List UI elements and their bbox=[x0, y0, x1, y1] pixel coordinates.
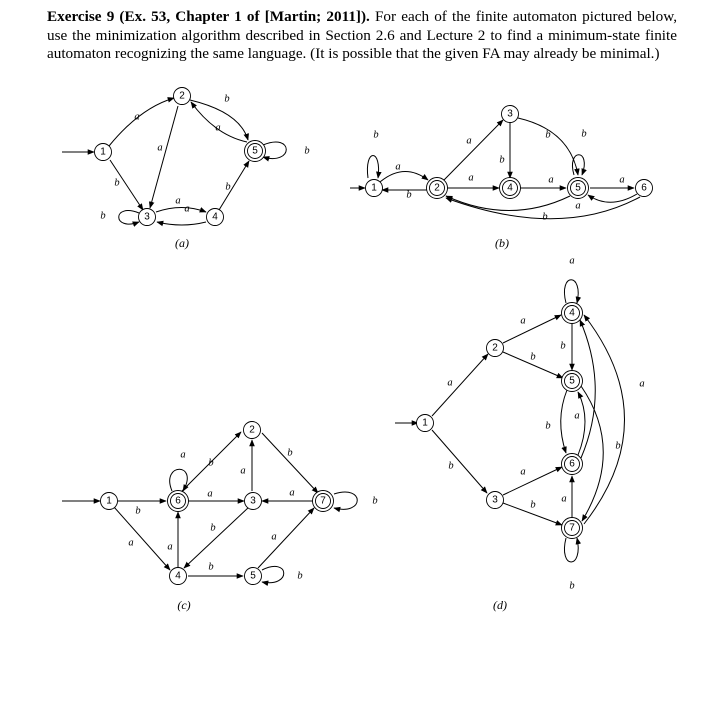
fig-d-label-loop-4: a bbox=[569, 255, 575, 267]
fig-c-label-4-5: b bbox=[208, 561, 214, 573]
fig-b-edge-1-2 bbox=[380, 171, 428, 182]
fig-c-label-loop-5: b bbox=[297, 570, 303, 582]
fig-a-loop-5 bbox=[263, 142, 286, 159]
fig-d-loop-7 bbox=[564, 538, 578, 562]
fig-a-label-4-5: b bbox=[225, 181, 231, 193]
fig-d-edge-3-6 bbox=[503, 467, 562, 495]
fig-d-state-7-label: 7 bbox=[569, 522, 575, 534]
fig-c-loop-7 bbox=[334, 492, 357, 509]
fig-a-edge-1-2 bbox=[109, 98, 174, 146]
fig-c-label-1-6: b bbox=[135, 505, 141, 517]
fig-c-state-5-label: 5 bbox=[250, 570, 256, 582]
fig-a-loop-3 bbox=[119, 211, 139, 225]
fig-c-label-7-3: a bbox=[289, 487, 295, 499]
fig-d-label-1-2: a bbox=[447, 377, 453, 389]
fig-a-state-4-label: 4 bbox=[212, 211, 218, 223]
fig-b-label-4-5: a bbox=[548, 174, 554, 186]
fig-b-label-2-4: a bbox=[468, 172, 474, 184]
fig-a-edge-2-3 bbox=[150, 106, 181, 208]
fig-a-label-5-2: a bbox=[215, 122, 221, 134]
fig-d-caption: (d) bbox=[493, 598, 507, 612]
fig-d-edge-6-5 bbox=[578, 392, 585, 455]
fig-a-caption: (a) bbox=[175, 236, 189, 250]
fig-b-label-6-5: a bbox=[575, 200, 581, 212]
fig-c-label-loop-6: b bbox=[208, 457, 214, 469]
fig-c-label-6-2: a bbox=[180, 449, 186, 461]
fig-d-edge-1-3 bbox=[432, 430, 487, 493]
exercise-body: For each of the finite automaton pictured below, use the minimization algorithm described in Section 2.6 and Lecture 2 to find a minimum-state finite automaton recognizing the same language. (It is possible that the given FA may already be minimal.) bbox=[47, 8, 677, 62]
fig-a-label-loop-5: b bbox=[304, 145, 310, 157]
fig-a-edge-2-5 bbox=[190, 100, 248, 140]
fig-c-edge-2-7 bbox=[262, 433, 318, 493]
fig-b-label-3-5: b bbox=[545, 129, 551, 141]
fig-b-loop-1 bbox=[367, 156, 378, 179]
fig-d-label-3-6: a bbox=[520, 466, 526, 478]
exercise-heading: Exercise 9 (Ex. 53, Chapter 1 of [Martin; 2011]). bbox=[47, 8, 370, 25]
fig-d-edge-2-4 bbox=[503, 315, 561, 343]
fig-d-edge-5-6 bbox=[561, 390, 567, 453]
fig-b-edge-6-5 bbox=[588, 194, 637, 202]
fig-a-edge-4-3 bbox=[157, 222, 206, 225]
fig-b-state-3-label: 3 bbox=[507, 108, 513, 120]
fig-d-state-1-label: 1 bbox=[422, 417, 428, 429]
fig-c-loop-6 bbox=[170, 469, 188, 491]
fig-a-edge-3-4 bbox=[156, 208, 206, 213]
fig-b-loop-5 bbox=[572, 155, 584, 175]
fig-a-label-2-3: a bbox=[157, 142, 163, 154]
figure-c bbox=[62, 422, 378, 613]
fig-b-state-6-label: 6 bbox=[641, 182, 647, 194]
fig-d-state-4-label: 4 bbox=[569, 307, 575, 319]
fig-d-label-loop-7: b bbox=[569, 580, 575, 592]
fig-c-state-1-label: 1 bbox=[106, 495, 112, 507]
fig-d-state-3-label: 3 bbox=[492, 494, 498, 506]
fig-c-label-3-4: b bbox=[210, 522, 216, 534]
fig-c-loop-5 bbox=[262, 566, 284, 582]
fig-d-state-6-label: 6 bbox=[569, 458, 575, 470]
fig-b-label-2-1: b bbox=[406, 189, 412, 201]
fig-d-loop-4 bbox=[564, 280, 578, 303]
fig-c-state-3-label: 3 bbox=[250, 495, 256, 507]
fig-b-label-loop-1: b bbox=[373, 129, 379, 141]
fig-b-label-3-4: b bbox=[499, 154, 505, 166]
fig-a-label-3-4: a bbox=[175, 195, 181, 207]
fig-c-label-3-2: a bbox=[240, 465, 246, 477]
fig-b-edge-3-5 bbox=[518, 118, 578, 175]
figure-b bbox=[350, 106, 653, 251]
fig-b-state-4-label: 4 bbox=[507, 182, 513, 194]
fig-b-caption: (b) bbox=[495, 236, 509, 250]
fig-d-label-1-3: b bbox=[448, 460, 454, 472]
fig-c-edge-1-4 bbox=[114, 507, 173, 570]
fig-a-state-1-label: 1 bbox=[100, 146, 106, 158]
fig-a-label-1-2: a bbox=[134, 111, 140, 123]
fig-c-state-6-label: 6 bbox=[175, 495, 181, 507]
fig-d-label-6-5: a bbox=[574, 410, 580, 422]
fig-d-state-5-label: 5 bbox=[569, 375, 575, 387]
figure-d bbox=[395, 256, 645, 613]
fig-a-edge-4-5 bbox=[219, 161, 249, 210]
fig-c-label-6-3: a bbox=[207, 488, 213, 500]
fig-a-label-loop-3: b bbox=[100, 210, 106, 222]
fig-a-state-5-label: 5 bbox=[252, 145, 258, 157]
fig-d-label-7-6: a bbox=[561, 493, 567, 505]
fig-d-label-7-4: a bbox=[639, 378, 645, 390]
fig-c-edge-5-3 bbox=[258, 508, 314, 568]
fig-d-edge-1-2 bbox=[432, 354, 488, 416]
fig-b-state-1-label: 1 bbox=[371, 182, 377, 194]
fig-d-label-5-7: b bbox=[615, 440, 621, 452]
fig-d-label-3-7: b bbox=[530, 499, 536, 511]
fig-b-label-loop-5: b bbox=[581, 128, 587, 140]
fig-c-caption: (c) bbox=[177, 598, 191, 612]
fig-d-label-2-5: b bbox=[530, 351, 536, 363]
fig-b-label-2-3: a bbox=[466, 135, 472, 147]
fig-c-label-2-7: b bbox=[287, 447, 293, 459]
fig-d-state-2-label: 2 bbox=[492, 342, 498, 354]
fig-c-label-1-4: a bbox=[128, 537, 134, 549]
fig-a-label-4-3: a bbox=[184, 203, 190, 215]
fig-a-state-3-label: 3 bbox=[144, 211, 150, 223]
fig-b-state-2-label: 2 bbox=[434, 182, 440, 194]
fig-c-label-5-3: a bbox=[271, 531, 277, 543]
fig-a-label-2-5: b bbox=[224, 93, 230, 105]
fig-c-label-4-6: a bbox=[167, 541, 173, 553]
fig-b-label-1-2: a bbox=[395, 161, 401, 173]
fig-c-edge-3-4 bbox=[184, 507, 249, 568]
fig-b-edge-2-3 bbox=[444, 120, 503, 180]
fig-a-label-1-3: b bbox=[114, 177, 120, 189]
fig-d-edge-6-4 bbox=[580, 320, 595, 458]
fig-d-label-4-5: b bbox=[560, 340, 566, 352]
fig-c-state-7-label: 7 bbox=[320, 495, 326, 507]
fig-c-state-4-label: 4 bbox=[175, 570, 181, 582]
fig-b-state-5-label: 5 bbox=[575, 182, 581, 194]
fig-d-label-2-4: a bbox=[520, 315, 526, 327]
fig-c-state-2-label: 2 bbox=[249, 424, 255, 436]
fig-b-label-4-2: b bbox=[542, 211, 548, 223]
fig-d-edge-7-4 bbox=[584, 315, 625, 524]
fig-a-state-2-label: 2 bbox=[179, 90, 185, 102]
fig-d-label-5-6: b bbox=[545, 420, 551, 432]
figure-a bbox=[62, 88, 310, 251]
fig-c-label-loop-7: b bbox=[372, 495, 378, 507]
fig-b-label-5-6: a bbox=[619, 174, 625, 186]
